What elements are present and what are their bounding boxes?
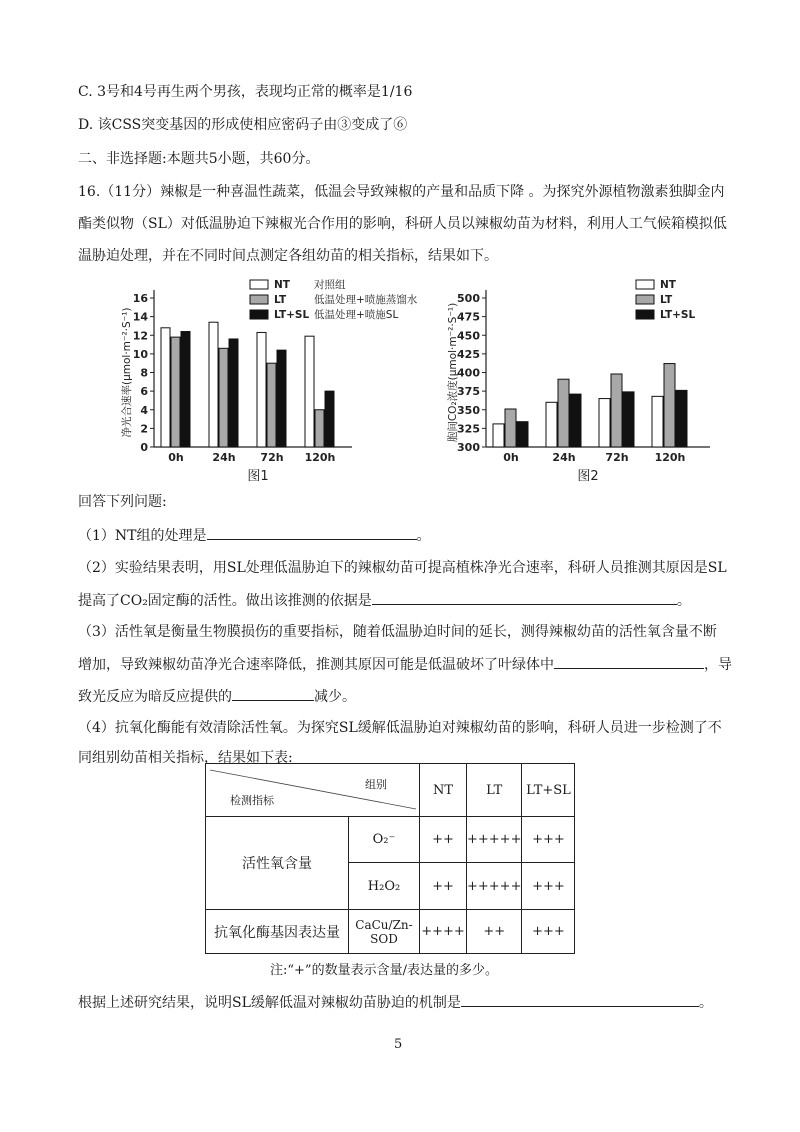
y-tick-label: 8	[140, 366, 148, 380]
bar-lt-sl	[517, 422, 528, 447]
y-tick-label: 16	[132, 292, 148, 305]
cell: ++	[467, 910, 522, 954]
q3-line2	[78, 654, 732, 675]
bar-lt	[505, 409, 516, 447]
bar-nt	[209, 322, 218, 447]
q1-end: 。	[416, 528, 431, 544]
cell: +++	[522, 910, 575, 954]
option-d: D. 该CSS突变基因的形成使相应密码子由③变成了⑥	[78, 117, 408, 133]
legend-key: LT+SL	[274, 309, 310, 321]
q1-blank[interactable]	[207, 525, 417, 540]
cell: +++	[522, 817, 575, 863]
y-axis-label: 胞间CO₂浓度(μmol·m⁻²·S⁻¹)	[447, 302, 459, 443]
legend-key: NT	[274, 279, 290, 291]
bar-nt	[599, 399, 610, 447]
bar-lt-sl	[277, 350, 286, 447]
answer-prompt: 回答下列问题:	[78, 494, 167, 510]
bar-lt-sl	[325, 391, 334, 447]
bar-nt	[305, 336, 314, 447]
q4-line2: 同组别幼苗相关指标，结果如下表:	[78, 750, 293, 766]
x-tick-label: 24h	[212, 451, 236, 464]
bar-lt	[219, 348, 228, 447]
header-index-label: 检测指标	[230, 794, 274, 807]
y-tick-label: 12	[132, 329, 148, 343]
bar-lt	[171, 337, 180, 447]
x-tick-label: 120h	[654, 451, 686, 464]
cell: +++	[522, 863, 575, 910]
q2-blank[interactable]	[372, 590, 677, 605]
y-tick-label: 425	[457, 347, 480, 361]
bar-nt	[546, 402, 557, 447]
q5-end: 。	[698, 995, 713, 1011]
y-tick-label: 400	[457, 366, 480, 380]
q5-line	[78, 992, 713, 1013]
legend-key: LT	[274, 294, 287, 306]
y-tick-label: 350	[457, 403, 480, 417]
cell: ++	[420, 817, 467, 863]
q2-text: 提高了CO₂固定酶的活性。做出该推测的依据是	[78, 593, 372, 609]
y-axis-label: 净光合速率(μmol·m⁻²·S⁻¹)	[121, 307, 133, 438]
q3-blank-1[interactable]	[554, 654, 704, 669]
x-tick-label: 72h	[260, 451, 284, 464]
y-tick-label: 0	[140, 441, 148, 454]
y-tick-label: 4	[140, 403, 148, 417]
q3-line1: （3）活性氧是衡量生物膜损伤的重要指标，随着低温胁迫时间的延长，测得辣椒幼苗的活性氧含量不断	[78, 624, 717, 640]
legend-desc: 低温处理+喷施蒸馏水	[314, 294, 418, 306]
legend-swatch	[250, 295, 268, 304]
chart-title: 图2	[577, 469, 599, 484]
q3-text-2: 致光反应为暗反应提供的	[78, 689, 232, 705]
section-heading: 二、非选择题:本题共5小题，共60分。	[78, 151, 320, 167]
q2-end: 。	[676, 593, 691, 609]
row-item-h2o2: H₂O₂	[349, 863, 420, 910]
question-stem-2: 酯类似物（SL）对低温胁迫下辣椒光合作用的影响，科研人员以辣椒幼苗为材料，利用人工气候箱模拟低	[78, 216, 727, 232]
row-group-ros: 活性氧含量	[206, 817, 349, 910]
bar-lt	[611, 374, 622, 447]
table-diagonal-header	[206, 764, 420, 817]
bar-lt-sl	[623, 392, 634, 447]
q3-line3	[78, 686, 356, 707]
results-table	[205, 763, 575, 954]
header-group-label: 组别	[365, 778, 387, 791]
bar-lt-sl	[229, 339, 238, 447]
cell: ++++	[420, 910, 467, 954]
bar-nt	[257, 332, 266, 447]
cell: +++++	[467, 863, 522, 910]
legend-desc: 低温处理+喷施SL	[314, 309, 399, 321]
y-tick-label: 300	[457, 441, 480, 454]
row-item-sod: CaCu/Zn- SOD	[349, 910, 420, 954]
legend-swatch	[636, 295, 654, 304]
q5-blank[interactable]	[461, 992, 699, 1007]
legend-desc: 对照组	[314, 279, 346, 291]
col-header-lt: LT	[467, 764, 522, 817]
q3-mid: ，导	[704, 657, 732, 673]
page-number: 5	[394, 1037, 403, 1052]
bar-lt	[664, 364, 675, 447]
legend-swatch	[636, 310, 654, 319]
legend-key: LT	[660, 294, 673, 306]
legend-swatch	[636, 280, 654, 289]
col-header-ltsl: LT+SL	[522, 764, 575, 817]
y-tick-label: 375	[457, 385, 480, 399]
y-tick-label: 2	[140, 422, 148, 436]
bar-lt-sl	[676, 390, 687, 447]
row-item-o2: O₂⁻	[349, 817, 420, 863]
figure-1-chart	[118, 276, 438, 488]
y-tick-label: 10	[132, 347, 148, 361]
legend-swatch	[250, 280, 268, 289]
y-tick-label: 450	[457, 329, 480, 343]
figure-2-chart	[440, 276, 720, 488]
bar-nt	[652, 396, 663, 447]
col-header-nt: NT	[420, 764, 467, 817]
legend-swatch	[250, 310, 268, 319]
question-stem-3: 温胁迫处理，并在不同时间点测定各组幼苗的相关指标，结果如下。	[78, 248, 498, 264]
y-tick-label: 6	[140, 385, 148, 399]
row-group-enzyme: 抗氧化酶基因表达量	[206, 910, 349, 954]
x-tick-label: 0h	[503, 451, 519, 464]
q2-line2	[78, 590, 691, 611]
y-tick-label: 500	[457, 292, 480, 305]
bar-lt	[315, 410, 324, 447]
bar-nt	[493, 424, 504, 447]
chart-title: 图1	[247, 469, 269, 484]
x-tick-label: 24h	[552, 451, 576, 464]
bar-lt-sl	[181, 332, 190, 447]
option-c: C. 3号和4号再生两个男孩，表现均正常的概率是1/16	[78, 84, 413, 100]
table-note: 注:“+”的数量表示含量/表达量的多少。	[270, 963, 498, 978]
bar-nt	[161, 328, 170, 447]
q1-text: （1）NT组的处理是	[78, 528, 207, 544]
q3-text: 增加，导致辣椒幼苗净光合速率降低，推测其原因可能是低温破坏了叶绿体中	[78, 657, 554, 673]
legend-key: NT	[660, 279, 676, 291]
question-stem: 16.（11分）辣椒是一种喜温性蔬菜，低温会导致辣椒的产量和品质下降 。为探究外源植物激素独脚金内	[78, 184, 725, 200]
q1-line	[78, 525, 431, 546]
q3-blank-2[interactable]	[232, 686, 314, 701]
x-tick-label: 72h	[605, 451, 629, 464]
y-tick-label: 14	[132, 310, 148, 324]
y-tick-label: 325	[457, 422, 480, 436]
q2-line1: （2）实验结果表明，用SL处理低温胁迫下的辣椒幼苗可提高植株净光合速率，科研人员推测其原因是SL	[78, 560, 727, 576]
x-tick-label: 120h	[304, 451, 336, 464]
bar-lt-sl	[570, 394, 581, 447]
q5-text: 根据上述研究结果，说明SL缓解低温对辣椒幼苗胁迫的机制是	[78, 995, 461, 1011]
q3-end: 减少。	[314, 689, 356, 705]
bar-lt	[267, 363, 276, 447]
bar-lt	[558, 379, 569, 447]
q4-line1: （4）抗氧化酶能有效清除活性氧。为探究SL缓解低温胁迫对辣椒幼苗的影响，科研人员进一步检测了不	[78, 720, 722, 736]
x-tick-label: 0h	[168, 451, 184, 464]
y-tick-label: 475	[457, 310, 480, 324]
cell: +++++	[467, 817, 522, 863]
legend-key: LT+SL	[660, 309, 696, 321]
cell: ++	[420, 863, 467, 910]
